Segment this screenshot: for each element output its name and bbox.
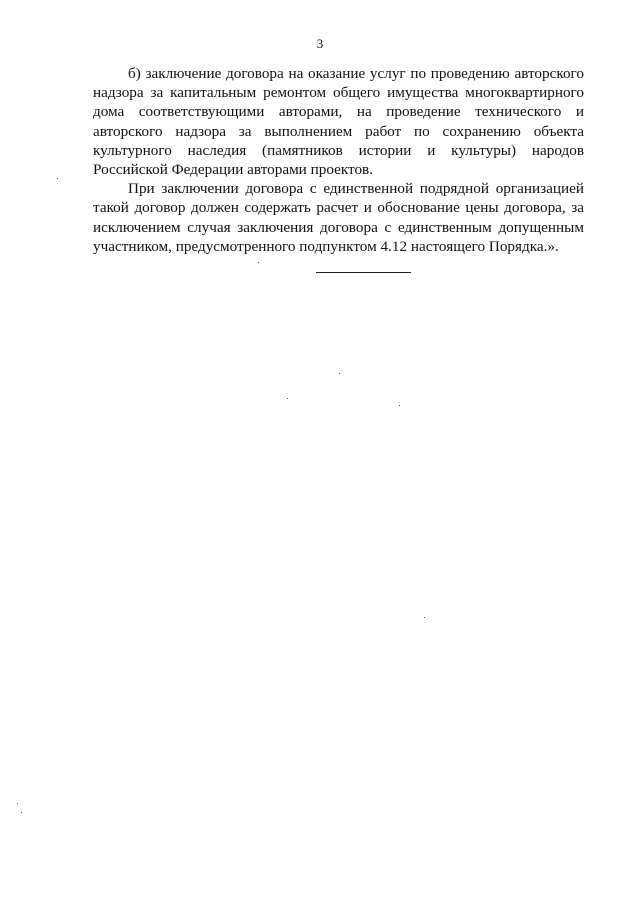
scan-speck: [424, 617, 425, 618]
scan-speck: [21, 812, 22, 813]
scan-speck: [258, 262, 259, 263]
page-number: 3: [316, 36, 324, 51]
scan-speck: [399, 405, 400, 406]
paragraph-author-supervision: б) заключение договора на оказание услуг по проведению авторского надзора за капитальным ремонтом общего имущества многоквартирного дома соответствующими авторами, на проведение технического и авторского надзора за выполнением работ по сохранению объекта культурного наследия (памятников истории и культуры) народов Российской Федерации авторами проектов.: [93, 65, 584, 179]
end-of-document-line: [316, 272, 411, 273]
document-body: [93, 64, 584, 256]
scan-speck: [287, 398, 288, 399]
paragraph-single-contractor: При заключении договора с единственной подрядной организацией такой договор должен содержать расчет и обоснование цены договора, за исключением случая заключения договора с единственным допущенным участником, предусмотренного подпунктом 4.12 настоящего Порядка.».: [93, 180, 584, 255]
scan-speck: [339, 373, 340, 374]
scan-speck: [17, 803, 18, 804]
scan-speck: [57, 178, 58, 179]
